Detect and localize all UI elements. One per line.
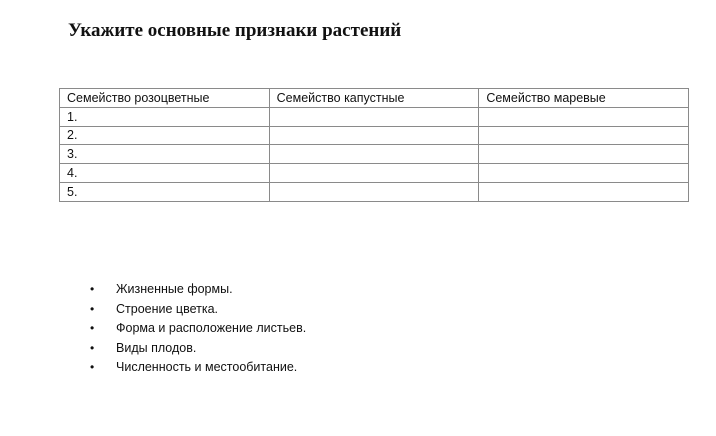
- table-row: [60, 164, 689, 183]
- table-cell: [479, 145, 689, 164]
- criteria-list: [88, 280, 306, 378]
- table-row: [60, 107, 689, 126]
- table-cell: [269, 145, 479, 164]
- table-cell: [269, 126, 479, 145]
- list-item: [88, 300, 306, 320]
- bullet-icon: •: [90, 360, 95, 374]
- table-cell: [479, 107, 689, 126]
- table-row: [60, 126, 689, 145]
- table-cell: 1.: [60, 107, 270, 126]
- list-item-text: Строение цветка.: [116, 301, 219, 316]
- header-cell-chenopodiaceae: Семейство маревые: [479, 89, 689, 108]
- table-row: [60, 145, 689, 164]
- table-cell: [269, 164, 479, 183]
- table-header-row: [60, 89, 689, 108]
- list-item-text: Численность и местообитание.: [116, 360, 298, 374]
- bullet-icon: •: [90, 301, 95, 316]
- table-cell: 4.: [60, 164, 270, 183]
- families-table: [59, 88, 689, 202]
- table-cell: [479, 182, 689, 201]
- bullet-icon: •: [90, 340, 95, 355]
- header-cell-brassicaceae: Семейство капустные: [269, 89, 479, 108]
- list-item: [88, 339, 306, 359]
- list-item-text: Жизненные формы.: [116, 282, 233, 296]
- table-cell: [479, 126, 689, 145]
- page-title: Укажите основные признаки растений: [68, 20, 402, 41]
- table-cell: [269, 182, 479, 201]
- bullet-icon: •: [90, 282, 95, 296]
- list-item: [88, 280, 306, 300]
- list-item-text: Форма и расположение листьев.: [116, 321, 307, 335]
- table-cell: 5.: [60, 182, 270, 201]
- list-item: [88, 358, 306, 378]
- table-cell: [479, 164, 689, 183]
- table-cell: 2.: [60, 126, 270, 145]
- table-cell: [269, 107, 479, 126]
- table-row: [60, 182, 689, 201]
- header-cell-rosaceae: Семейство розоцветные: [60, 89, 270, 108]
- bullet-icon: •: [90, 321, 95, 335]
- table-cell: 3.: [60, 145, 270, 164]
- list-item: [88, 319, 306, 339]
- list-item-text: Виды плодов.: [116, 340, 197, 355]
